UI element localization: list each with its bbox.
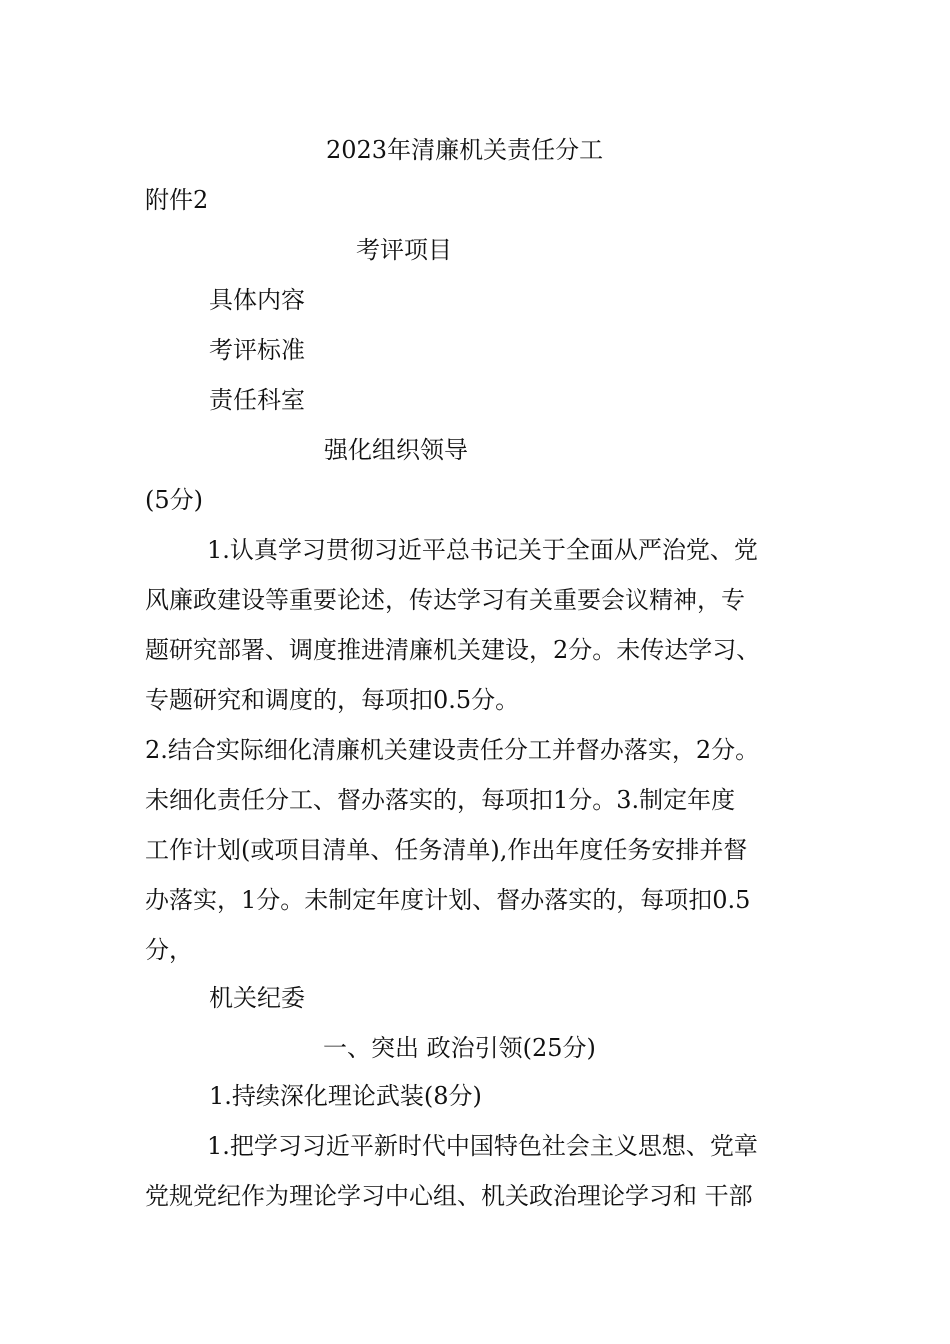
paragraph-line: 1.把学习习近平新时代中国特色社会主义思想、党章 xyxy=(207,1132,758,1160)
section2-content xyxy=(145,1121,809,1221)
section2-subheading: 1.持续深化理论武装(8分) xyxy=(209,1082,482,1110)
paragraph-line: 未细化责任分工、督办落实的，每项扣1分。3.制定年度 xyxy=(145,786,736,814)
section2-heading: 一、突出 政治引领(25分) xyxy=(323,1034,596,1062)
paragraph-line: 2.结合实际细化清廉机关建设责任分工并督办落实，2分。 xyxy=(145,736,760,764)
paragraph-line: 办落实，1分。未制定年度计划、督办落实的，每项扣0.5 xyxy=(145,886,751,914)
document-title: 2023年清廉机关责任分工 xyxy=(326,136,604,164)
paragraph-line: 题研究部署、调度推进清廉机关建设，2分。未传达学习、 xyxy=(145,636,761,664)
paragraph-line: 党规党纪作为理论学习中心组、机关政治理论学习和 干部 xyxy=(145,1182,753,1210)
attachment-label: 附件2 xyxy=(145,186,209,214)
header-specific-content: 具体内容 xyxy=(209,286,305,314)
paragraph-line: 工作计划(或项目清单、任务清单),作出年度任务安排并督 xyxy=(145,836,748,864)
section1-item-title: 强化组织领导 xyxy=(324,436,468,464)
paragraph-line: 分， xyxy=(145,936,193,964)
paragraph-line: 风廉政建设等重要论述，传达学习有关重要会议精神，专 xyxy=(145,586,745,614)
paragraph-line: 专题研究和调度的，每项扣0.5分。 xyxy=(145,686,520,714)
paragraph-line: 1.认真学习贯彻习近平总书记关于全面从严治党、党 xyxy=(207,536,758,564)
header-responsible-dept: 责任科室 xyxy=(209,386,305,414)
header-evaluation-standard: 考评标准 xyxy=(209,336,305,364)
header-evaluation-item: 考评项目 xyxy=(356,236,452,264)
section1-dept: 机关纪委 xyxy=(209,984,305,1012)
section1-content xyxy=(145,525,809,975)
section1-score: (5分) xyxy=(145,486,203,514)
